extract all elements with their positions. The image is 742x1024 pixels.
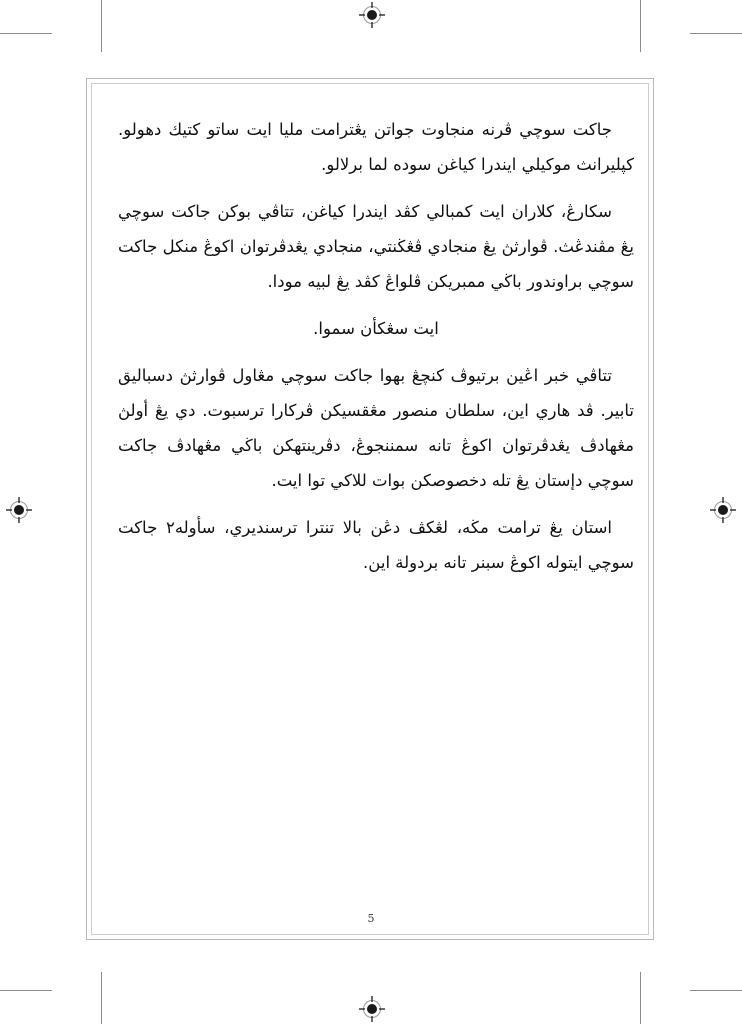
registration-target-icon-bottom bbox=[359, 996, 385, 1022]
registration-target-icon-left bbox=[6, 497, 32, 523]
document-text-body bbox=[118, 112, 634, 580]
crop-mark-bottom-right-horizontal bbox=[690, 990, 742, 991]
crop-mark-top-left-horizontal bbox=[0, 33, 52, 34]
paragraph-4: تتاڤي خبر اڠين برتيوڤ كنچڠ بهوا جاكت سوچي مڠاول ڤوارثڽ دسباليق تابير. ڤد هاري اين، سلطان منصور مڠقسيكن ڤركارا ترسبوت. دي يڠ أولڽ مڠهادڤ يڠدڤرتوان اكوڠ تانه سمننجوڠ، دڤرينتهكن باڬي مڠهادڤ جاكت سوچي دإستان يڠ تله دخصوصكن بوات للاكي توا ايت. bbox=[118, 366, 634, 490]
folio-page-number: 5 bbox=[367, 912, 375, 925]
crop-mark-bottom-left-horizontal bbox=[0, 990, 52, 991]
crop-mark-top-left-vertical bbox=[101, 0, 102, 52]
crop-mark-bottom-left-vertical bbox=[101, 972, 102, 1024]
paragraph-5: استان يڠ ترامت مڬه، لڠكڤ دڠن بالا تنترا ترسنديري، سأوله٢ جاكت سوچي ايتوله اكوڠ سبنر تانه بردولة اين. bbox=[118, 518, 634, 572]
paragraph-1: جاكت سوچي ڤرنه منجاوت جواتن يڠترامت مليا ايت ساتو كتيك دهولو. كڽليرانث موكيلي ايندرا كياغن سوده لما برلالو. bbox=[118, 120, 634, 174]
registration-target-icon-right bbox=[710, 497, 736, 523]
registration-target-icon-top bbox=[359, 2, 385, 28]
paragraph-2: سكارڠ، كلاران ايت كمبالي كڤد ايندرا كياغن، تتاڤي بوكن جاكت سوچي يڠ مڤندڠث. ڤوارثڽ يڠ منجادي ڤڠڬنتي، منجادي يڠدڤرتوان اكوڠ منكل جاكت سوچي براوندور باڬي ممبريكن ڤلواڠ كڤد يڠ لبيه مودا. bbox=[118, 202, 634, 291]
crop-mark-bottom-right-vertical bbox=[640, 972, 641, 1024]
crop-mark-top-right-vertical bbox=[640, 0, 641, 52]
paragraph-3-short: ايت سڠكأن سموا. bbox=[313, 319, 439, 338]
crop-mark-top-right-horizontal bbox=[690, 33, 742, 34]
